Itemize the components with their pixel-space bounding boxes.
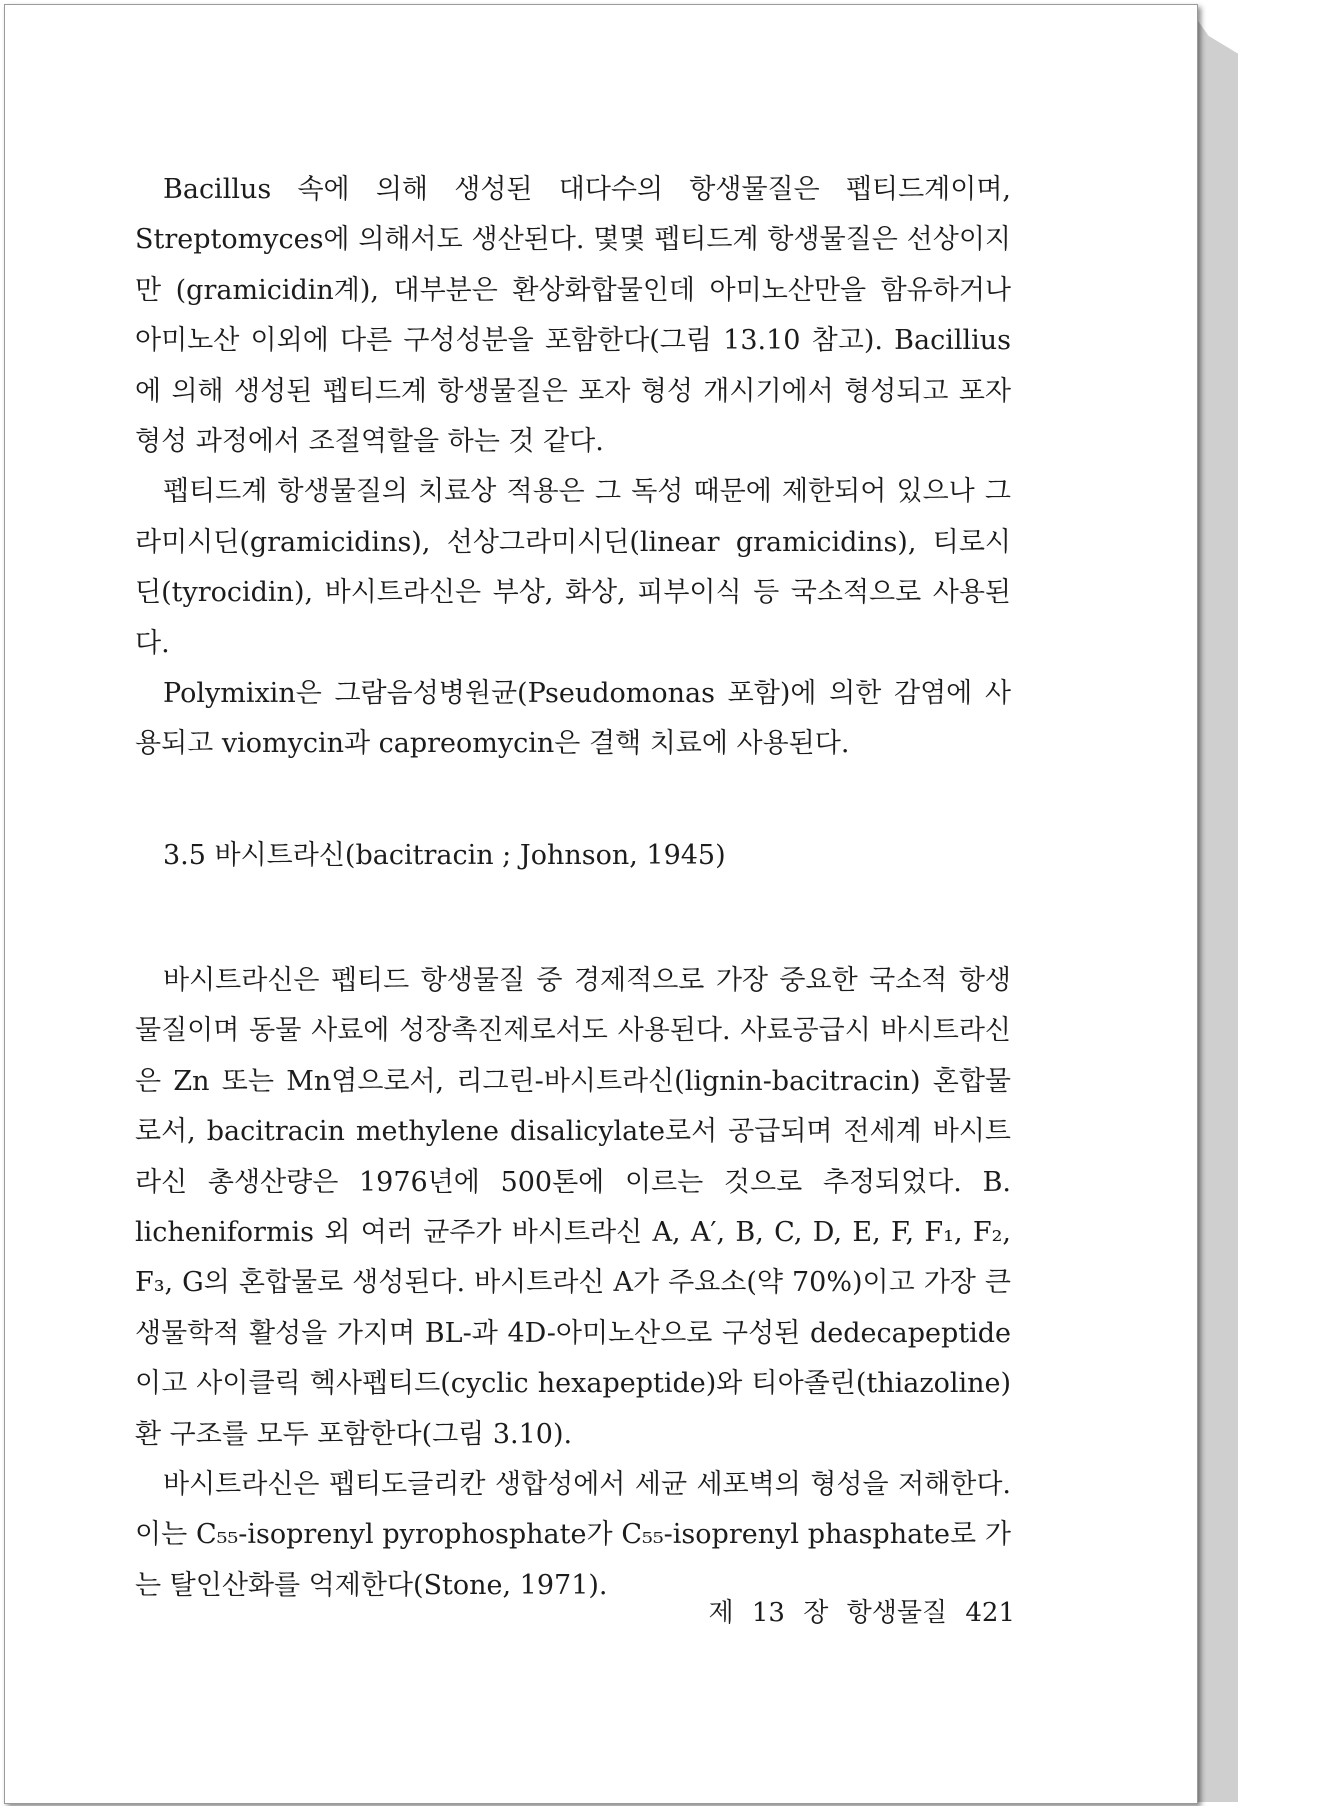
page-body (135, 165, 1011, 1611)
page-footer (705, 1593, 1015, 1633)
chapter-title: 항생물질 (846, 1598, 948, 1628)
section-heading: 3.5 바시트라신(bacitracin ; Johnson, 1945) (163, 839, 726, 871)
paragraph-bacitracin-overview: 바시트라신은 펩티드 항생물질 중 경제적으로 가장 중요한 국소적 항생물질이며 동물 사료에 성장촉진제로서도 사용된다. 사료공급시 바시트라신은 Zn 또는 Mn염으로서, 리그린-바시트라신(lignin-bacitracin) 혼합물로서, bacitracin methylene disalicylate로서 공급되며 전세계 바시트라신 총생산량은 1976년에 500톤에 이르는 것으로 추정되었다. B. licheniformis 외 여러 균주가 바시트라신 A, A′, B, C, D, E, F, F₁, F₂, F₃, G의 혼합물로 생성된다. 바시트라신 A가 주요소(약 70%)이고 가장 큰 생물학적 활성을 가지며 BL-과 4D-아미노산으로 구성된 dedecapeptide이고 사이클릭 헥사펩티드(cyclic hexapeptide)와 티아졸린(thiazoline)환 구조를 모두 포함한다(그림 3.10). (135, 964, 1011, 1450)
chapter-label: 제 13 장 (708, 1598, 829, 1628)
page-number: 421 (965, 1598, 1015, 1628)
paragraph-polymixin: Polymixin은 그람음성병원균(Pseudomonas 포함)에 의한 감염에 사용되고 viomycin과 capreomycin은 결핵 치료에 사용된다. (135, 678, 1011, 760)
paragraph-therapeutic-use: 펩티드계 항생물질의 치료상 적용은 그 독성 때문에 제한되어 있으나 그라미시딘(gramicidins), 선상그라미시딘(linear gramicidins), 티로시딘(tyrocidin), 바시트라신은 부상, 화상, 피부이식 등 국소적으로 사용된다. (135, 476, 1011, 659)
paragraph-bacitracin-mechanism: 바시트라신은 펩티도글리칸 생합성에서 세균 세포벽의 형성을 저해한다. 이는 C₅₅-isoprenyl pyrophosphate가 C₅₅-isoprenyl phasphate로 가는 탈인산화를 억제한다(Stone, 1971). (135, 1468, 1011, 1601)
page-edge-shadow (1196, 18, 1238, 1802)
paragraph-peptide-antibiotics: Bacillus 속에 의해 생성된 대다수의 항생물질은 펩티드계이며, Streptomyces에 의해서도 생산된다. 몇몇 펩티드계 항생물질은 선상이지만 (gramicidin계), 대부분은 환상화합물인데 아미노산만을 함유하거나 아미노산 이외에 다른 구성성분을 포함한다(그림 13.10 참고). Bacillius에 의해 생성된 펩티드계 항생물질은 포자 형성 개시기에서 형성되고 포자 형성 과정에서 조절역할을 하는 것 같다. (135, 174, 1011, 458)
book-page (4, 4, 1198, 1804)
